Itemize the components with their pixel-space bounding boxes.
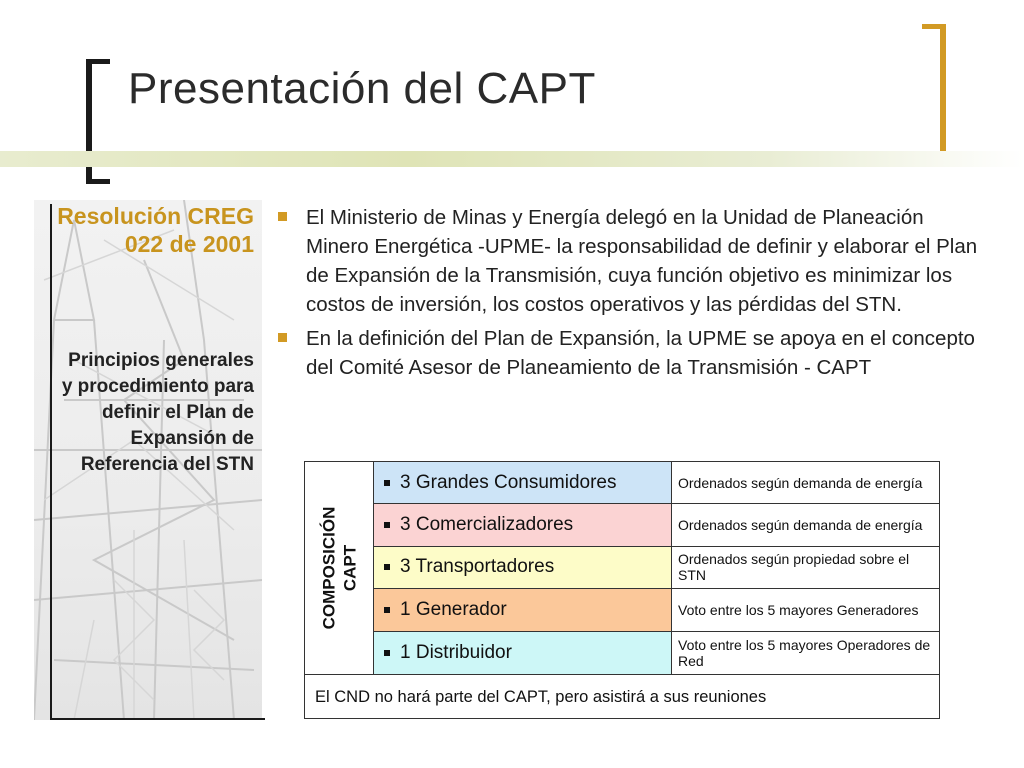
- resolution-subheading: Principios generales y procedimiento para definir el Plan de Expansión de Referencia del STN: [61, 350, 254, 475]
- slide-title: Presentación del CAPT: [128, 64, 596, 113]
- note-cell: Ordenados según demanda de energía: [678, 517, 923, 534]
- table-row: [374, 632, 939, 674]
- table-row: [374, 504, 939, 546]
- left-vertical-rule: [50, 204, 52, 720]
- composition-label-line2: CAPT: [340, 544, 360, 592]
- bullet-icon: [384, 480, 390, 486]
- note-cell: Ordenados según demanda de energía: [678, 474, 923, 491]
- resolution-heading: Resolución CREG 022 de 2001: [57, 203, 254, 257]
- table-row: [374, 462, 939, 504]
- bullet-text: El Ministerio de Minas y Energía delegó en la Unidad de Planeación Minero Energética -UPME- la responsabilidad de definir y elaborar el Plan de Expansión de la Transmisión, cuya función objetivo es minimizar los costos de inversión, los costos operativos y las pérdidas del STN.: [306, 206, 978, 316]
- table-footer-note: El CND no hará parte del CAPT, pero asistirá a sus reuniones: [305, 674, 939, 719]
- member-text: 3 Grandes Consumidores: [400, 471, 617, 493]
- member-cell: [374, 632, 672, 674]
- table-row: [374, 547, 939, 589]
- bullet-icon: [384, 564, 390, 570]
- note-cell: Voto entre los 5 mayores Operadores de Red: [678, 636, 931, 669]
- composition-label-cell: [305, 462, 374, 674]
- member-text: 1 Distribuidor: [400, 641, 512, 663]
- bullet-icon: [384, 650, 390, 656]
- member-cell: [374, 589, 672, 630]
- member-text: 1 Generador: [400, 598, 507, 620]
- member-cell: [374, 547, 672, 588]
- bullet-icon: [384, 522, 390, 528]
- bullet-square-icon: [278, 333, 287, 342]
- member-cell: [374, 504, 672, 545]
- note-cell: Voto entre los 5 mayores Generadores: [678, 601, 919, 618]
- title-underline-band: [0, 151, 1024, 167]
- composition-rows: [374, 462, 939, 674]
- composition-label-line1: COMPOSICIÓN: [319, 506, 339, 630]
- table-row: [374, 589, 939, 631]
- bullet-list: [278, 203, 978, 387]
- bullet-text: En la definición del Plan de Expansión, la UPME se apoya en el concepto del Comité Asesor de Planeamiento de la Transmisión - CAPT: [306, 327, 975, 379]
- bullet-square-icon: [278, 212, 287, 221]
- left-bottom-rule: [50, 718, 265, 720]
- member-text: 3 Comercializadores: [400, 514, 574, 536]
- note-cell: Ordenados según propiedad sobre el STN: [678, 551, 910, 584]
- bullet-item: [278, 324, 978, 382]
- capt-composition-table: [304, 461, 940, 719]
- bullet-item: [278, 203, 978, 319]
- bullet-icon: [384, 607, 390, 613]
- member-cell: [374, 462, 672, 503]
- right-bracket-decoration: [922, 24, 946, 156]
- member-text: 3 Transportadores: [400, 556, 555, 578]
